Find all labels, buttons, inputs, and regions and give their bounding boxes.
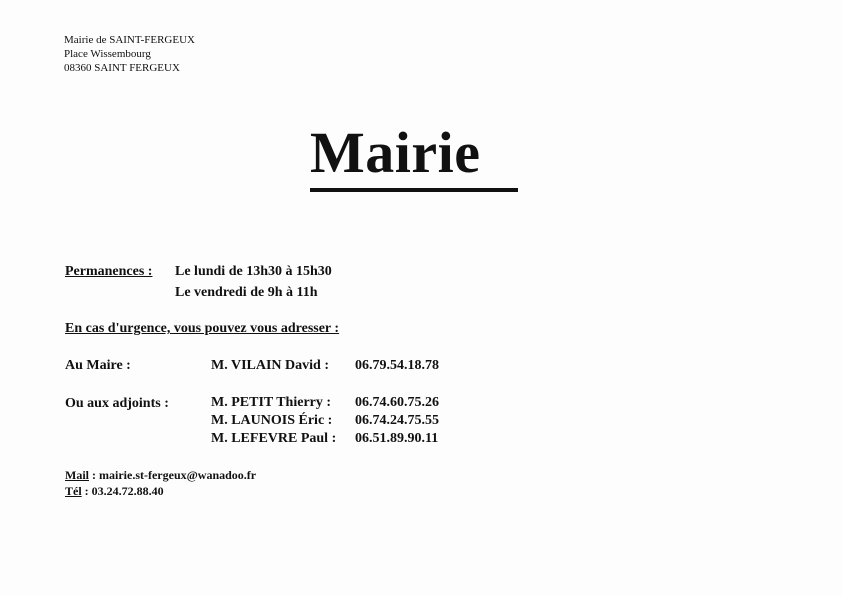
- page-title: Mairie: [310, 120, 481, 185]
- address-line-3: 08360 SAINT FERGEUX: [64, 62, 180, 74]
- adjoint-row: [211, 430, 439, 448]
- address-line-1: Mairie de SAINT-FERGEUX: [64, 34, 195, 46]
- tel-label: Tél: [65, 484, 82, 498]
- contact-mail: [65, 467, 256, 483]
- sender-address: [64, 33, 195, 75]
- adjoint-row: [211, 412, 439, 430]
- tel-value: : 03.24.72.88.40: [81, 484, 164, 498]
- maire-name: M. VILAIN David :: [211, 358, 329, 373]
- urgence-heading: En cas d'urgence, vous pouvez vous adresser :: [65, 321, 340, 336]
- address-line-2: Place Wissembourg: [64, 48, 151, 60]
- permanences-line-2: Le vendredi de 9h à 11h: [175, 285, 318, 300]
- adjoint-phone: 06.51.89.90.11: [355, 431, 439, 446]
- contact-tel: [65, 483, 164, 499]
- permanences-line-1: Le lundi de 13h30 à 15h30: [175, 264, 332, 279]
- adjoint-name: M. PETIT Thierry :: [211, 395, 332, 410]
- adjoint-phone: 06.74.24.75.55: [355, 413, 439, 428]
- maire-label: Au Maire :: [65, 358, 131, 373]
- adjoint-name: M. LAUNOIS Éric :: [211, 413, 333, 428]
- adjoint-row: [211, 394, 439, 412]
- maire-phone: 06.79.54.18.78: [355, 358, 439, 373]
- adjoint-name: M. LEFEVRE Paul :: [211, 431, 337, 446]
- mail-value[interactable]: : mairie.st-fergeux@wanadoo.fr: [89, 468, 257, 482]
- adjoints-label: Ou aux adjoints :: [65, 396, 169, 411]
- permanences-label: Permanences :: [65, 264, 153, 279]
- mail-label: Mail: [65, 468, 89, 482]
- adjoint-phone: 06.74.60.75.26: [355, 395, 439, 410]
- title-underline: [310, 188, 518, 192]
